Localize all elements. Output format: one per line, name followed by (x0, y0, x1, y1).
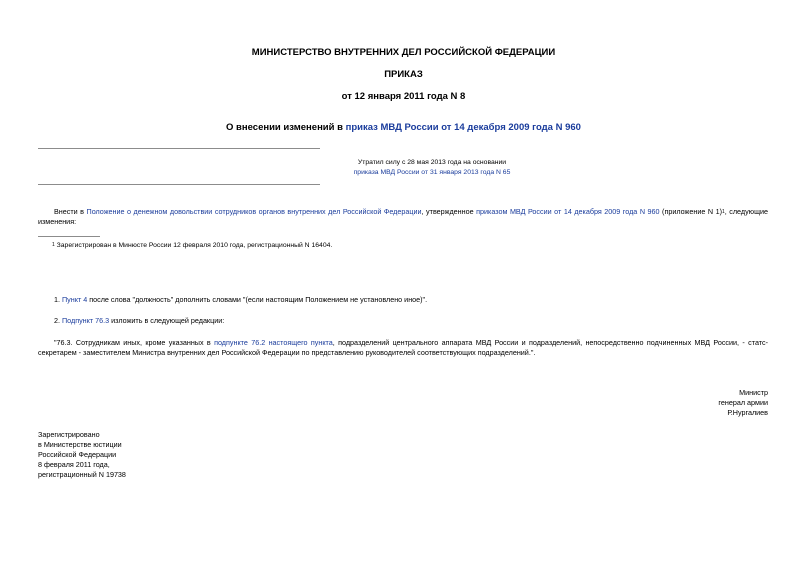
divider-top (38, 148, 320, 149)
validity-link[interactable]: приказа МВД России от 31 января 2013 года N 65 (353, 169, 511, 176)
item-2 (54, 316, 768, 326)
document-type: ПРИКАЗ (384, 69, 423, 80)
signature-block (568, 388, 768, 418)
document-date-number: от 12 января 2011 года N 8 (341, 91, 466, 102)
document-title (0, 122, 807, 133)
validity-text: Утратил силу с 28 мая 2013 года на основании (357, 159, 507, 166)
validity-note (322, 158, 542, 178)
intro-paragraph (38, 207, 768, 227)
registration-line-4: 8 февраля 2011 года, (38, 460, 110, 469)
signature-name: Р.Нургалиев (727, 408, 768, 417)
intro-text-3: (приложение N 1) (659, 207, 722, 216)
title-link[interactable]: приказ МВД России от 14 декабря 2009 года N 960 (345, 122, 581, 133)
footnote-ref: 1 (721, 209, 725, 215)
intro-text-2: , утвержденное (421, 207, 477, 216)
item-2-link[interactable]: Подпункт 76.3 (62, 316, 110, 325)
registration-line-2: в Министерстве юстиции (38, 440, 122, 449)
footnote (52, 240, 752, 251)
registration-line-1: Зарегистрировано (38, 430, 100, 439)
footnote-text: Зарегистрирован в Минюсте России 12 февраля 2010 года, регистрационный N 16404. (54, 242, 333, 249)
intro-text-4: , следующие изменения: (38, 207, 769, 226)
intro-text-1: Внести в (54, 207, 87, 216)
signature-rank: генерал армии (718, 398, 768, 407)
registration-line-5: регистрационный N 19738 (38, 470, 126, 479)
footnote-divider (38, 236, 100, 237)
quote-text-2: , подразделений центрального аппарата МВД России и подразделений, непосредственно подчиненных МВД России, - статс-секретарем - заместителем Министра внутренних дел Российской Федерации по представлению руководителей соответствующих подразделений.". (38, 338, 768, 357)
item-2-text: изложить в следующей редакции: (109, 316, 225, 325)
order-link[interactable]: приказом МВД России от 14 декабря 2009 года N 960 (476, 207, 660, 216)
item-2-number: 2. (54, 316, 62, 325)
registration-line-3: Российской Федерации (38, 450, 117, 459)
footnote-marker: 1 (52, 242, 55, 248)
quoted-text (38, 338, 768, 358)
item-1-text: после слова "должность" дополнить словами "(если настоящим Положением не установлено иное)". (87, 295, 428, 304)
ministry-heading: МИНИСТЕРСТВО ВНУТРЕННИХ ДЕЛ РОССИЙСКОЙ ФЕДЕРАЦИИ (251, 47, 556, 58)
regulation-link[interactable]: Положение о денежном довольствии сотрудников органов внутренних дел Российской Федерации (86, 207, 422, 216)
item-1-link[interactable]: Пункт 4 (62, 295, 88, 304)
item-1 (54, 295, 768, 305)
item-1-number: 1. (54, 295, 62, 304)
registration-block (38, 430, 238, 480)
quote-text-1: "76.3. Сотрудникам иных, кроме указанных в (54, 338, 215, 347)
signature-title: Министр (739, 388, 768, 397)
quote-link[interactable]: подпункте 76.2 настоящего пункта (214, 338, 333, 347)
divider-bottom (38, 184, 320, 185)
title-prefix: О внесении изменений в (226, 122, 346, 133)
